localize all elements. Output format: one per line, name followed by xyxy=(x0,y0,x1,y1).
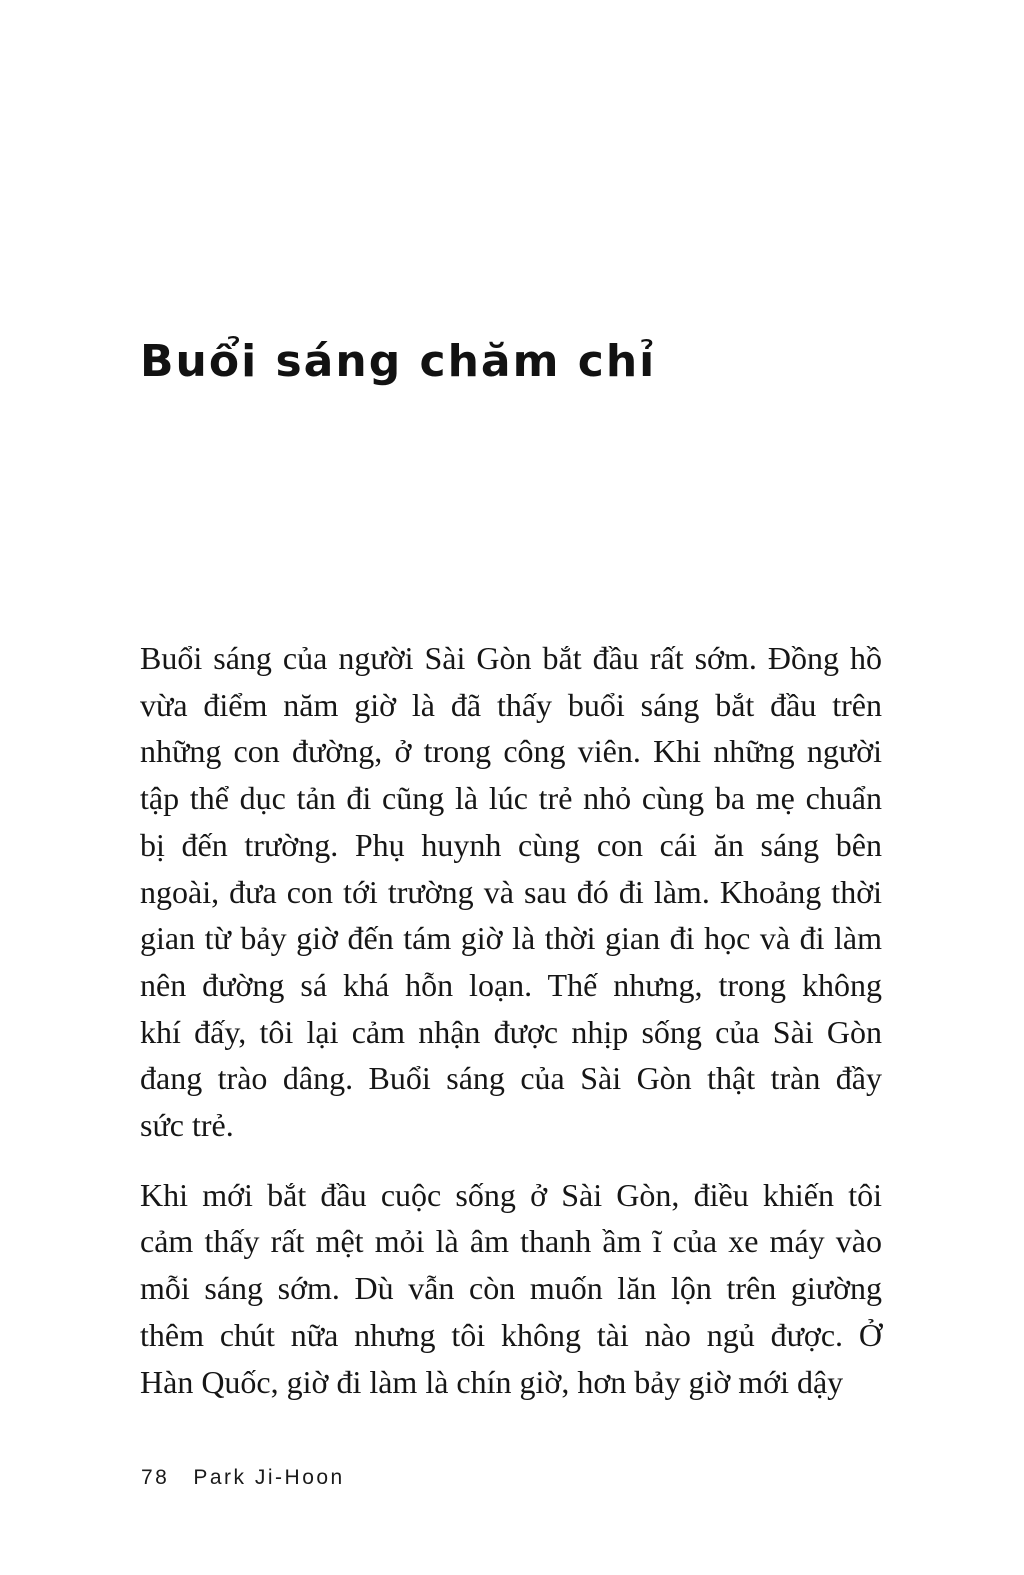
running-title-author: Park Ji-Hoon xyxy=(193,1466,345,1489)
text-line: đang trào dâng. Buổi sáng của Sài Gòn thật tràn đầy xyxy=(140,1060,882,1097)
paragraph xyxy=(140,635,882,1149)
text-line: cảm thấy rất mệt mỏi là âm thanh ầm ĩ của xe máy vào xyxy=(140,1223,882,1260)
text-line: gian từ bảy giờ đến tám giờ là thời gian đi học và đi làm xyxy=(140,920,882,957)
page-number: 78 xyxy=(141,1466,170,1489)
text-line: thêm chút nữa nhưng tôi không tài nào ngủ được. Ở xyxy=(140,1316,882,1353)
text-line: Buổi sáng của người Sài Gòn bắt đầu rất sớm. Đồng hồ xyxy=(140,640,882,676)
text-line: ngoài, đưa con tới trường và sau đó đi làm. Khoảng thời xyxy=(140,873,882,910)
text-line: bị đến trường. Phụ huynh cùng con cái ăn sáng bên xyxy=(140,826,882,863)
paragraph xyxy=(140,1172,882,1406)
text-line: tập thể dục tản đi cũng là lúc trẻ nhỏ cùng ba mẹ chuẩn xyxy=(140,780,882,817)
body-text xyxy=(140,635,882,1405)
text-line: khí đấy, tôi lại cảm nhận được nhịp sống của Sài Gòn xyxy=(140,1013,882,1050)
chapter-title: Buổi sáng chăm chỉ xyxy=(140,336,657,387)
text-line: nên đường sá khá hỗn loạn. Thế nhưng, trong không xyxy=(140,966,882,1003)
text-line: những con đường, ở trong công viên. Khi những người xyxy=(140,733,882,770)
text-line: sức trẻ. xyxy=(140,1107,234,1144)
text-line: Khi mới bắt đầu cuộc sống ở Sài Gòn, điều khiến tôi xyxy=(140,1176,882,1213)
page-footer xyxy=(141,1466,345,1490)
text-line: vừa điểm năm giờ là đã thấy buổi sáng bắt đầu trên xyxy=(140,686,882,723)
text-line: mỗi sáng sớm. Dù vẫn còn muốn lăn lộn trên giường xyxy=(140,1270,882,1307)
text-line: Hàn Quốc, giờ đi làm là chín giờ, hơn bảy giờ mới dậy xyxy=(140,1363,844,1400)
